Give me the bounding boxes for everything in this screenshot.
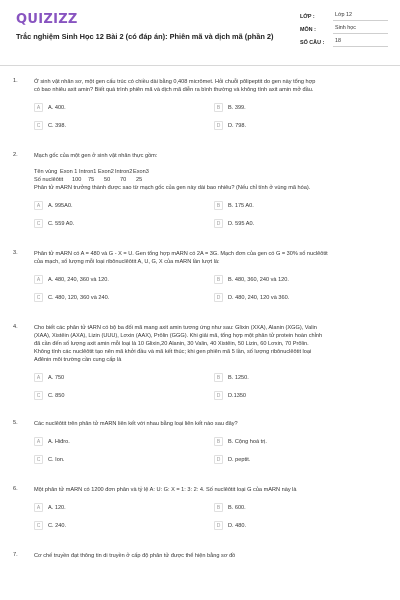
answer-option[interactable] bbox=[34, 455, 214, 464]
option-label: C. 559 A0. bbox=[48, 220, 75, 227]
answer-option[interactable] bbox=[214, 391, 374, 400]
answer-option[interactable] bbox=[34, 373, 214, 382]
option-letter-box: D bbox=[214, 455, 223, 464]
option-letter-box: C bbox=[34, 521, 43, 530]
option-label: C. 398. bbox=[48, 122, 67, 129]
question-5 bbox=[0, 420, 400, 464]
option-letter-box: C bbox=[34, 293, 43, 302]
header-divider bbox=[0, 65, 400, 66]
answer-option[interactable] bbox=[34, 103, 214, 112]
option-label: A. 995A0. bbox=[48, 202, 73, 209]
brand-logo: QUIZIZZ bbox=[16, 12, 78, 27]
option-label: C. 480, 120, 360 và 240. bbox=[48, 294, 110, 301]
meta-row-class bbox=[300, 12, 388, 21]
answer-option[interactable] bbox=[214, 275, 374, 284]
answer-option[interactable] bbox=[214, 293, 374, 302]
table-cell: 70 bbox=[120, 177, 127, 183]
meta-row-count bbox=[300, 38, 388, 47]
question-text bbox=[34, 486, 386, 494]
answer-option[interactable] bbox=[214, 121, 374, 130]
answer-options bbox=[34, 201, 386, 228]
option-letter-box: D bbox=[214, 391, 223, 400]
option-letter-box: B bbox=[214, 373, 223, 382]
meta-info bbox=[300, 12, 388, 51]
answer-options bbox=[34, 275, 386, 302]
question-line: đã cần đến số lượng axit amin mỗi loại là 10 Glixin,20 Alanin, 30 Valin, 40 Xistêin, 50 Lizin, 60 Lơxin, 70 Prôlin. bbox=[34, 341, 309, 347]
meta-value: 18 bbox=[333, 38, 388, 47]
option-letter-box: A bbox=[34, 437, 43, 446]
table-cell: Tên vùng bbox=[34, 169, 58, 175]
option-letter-box: C bbox=[34, 121, 43, 130]
option-label: B. 600. bbox=[228, 504, 246, 511]
answer-option[interactable] bbox=[34, 503, 214, 512]
answer-option[interactable] bbox=[214, 521, 374, 530]
question-text bbox=[34, 552, 386, 560]
question-number: 2. bbox=[13, 152, 18, 158]
option-letter-box: A bbox=[34, 103, 43, 112]
option-letter-box: D bbox=[214, 219, 223, 228]
table-cell: 100 bbox=[72, 177, 82, 183]
table-cell: Exon2 bbox=[98, 169, 114, 175]
answer-option[interactable] bbox=[34, 293, 214, 302]
question-list bbox=[0, 78, 400, 560]
option-letter-box: D bbox=[214, 121, 223, 130]
question-3 bbox=[0, 250, 400, 302]
question-number: 4. bbox=[13, 324, 18, 330]
table-cell: Exon3 bbox=[133, 169, 149, 175]
option-letter-box: C bbox=[34, 391, 43, 400]
question-line: Cơ chế truyền đạt thông tin di truyền ở cấp độ phân tử được thể hiện bằng sơ đồ bbox=[34, 553, 236, 559]
question-number: 3. bbox=[13, 250, 18, 256]
header bbox=[0, 0, 400, 62]
answer-options bbox=[34, 103, 386, 130]
question-6 bbox=[0, 486, 400, 530]
option-letter-box: A bbox=[34, 503, 43, 512]
region-table-row bbox=[34, 176, 386, 184]
answer-options bbox=[34, 437, 386, 464]
question-line: có bao nhiêu axit amin? Biết quá trình phiên mã và dịch mã diễn ra bình thường và không tính axit amin mở đầu. bbox=[34, 87, 314, 93]
meta-label: LỚP : bbox=[300, 13, 315, 20]
answer-option[interactable] bbox=[214, 503, 374, 512]
question-number: 7. bbox=[13, 552, 18, 558]
question-line: Phân tử mARN có A = 480 và G - X = U. Gen tổng hợp mARN có 2A = 3G. Mạch đơn của gen có G = 30% số nuclêôtit bbox=[34, 251, 328, 257]
question-line: Cho biết các phân tử tARN có bộ ba đối mã mang axit amin tương ứng như sau: Glixin (XXA), Alanin (XGG), Valin bbox=[34, 325, 317, 331]
option-label: D. 480. bbox=[228, 522, 247, 529]
question-line: Không tính các nuclêôtit tạo nên mã khởi đầu và mã kết thúc; khi gen phiên mã 5 lần, số lượng ribônuclêôtit loại bbox=[34, 349, 312, 355]
option-label: D. 595 A0. bbox=[228, 220, 255, 227]
question-text bbox=[34, 152, 386, 192]
option-label: B. 175 A0. bbox=[228, 202, 254, 209]
option-label: D. peptit. bbox=[228, 456, 251, 463]
option-label: D. 798. bbox=[228, 122, 247, 129]
option-letter-box: A bbox=[34, 201, 43, 210]
option-label: C. 850 bbox=[48, 392, 65, 399]
answer-option[interactable] bbox=[214, 455, 374, 464]
option-label: B. 480, 360, 240 và 120. bbox=[228, 276, 289, 283]
answer-option[interactable] bbox=[34, 219, 214, 228]
table-cell: 25 bbox=[136, 177, 143, 183]
option-label: B. 1250. bbox=[228, 374, 249, 381]
question-7 bbox=[0, 552, 400, 560]
question-number: 6. bbox=[13, 486, 18, 492]
option-letter-box: D bbox=[214, 293, 223, 302]
answer-option[interactable] bbox=[34, 437, 214, 446]
question-line: Ở sinh vật nhân sơ, một gen cấu trúc có chiều dài bằng 0,408 micrômet. Hỏi chuỗi pôlipeptit do gen này tổng hợp bbox=[34, 79, 316, 85]
answer-option[interactable] bbox=[214, 219, 374, 228]
answer-option[interactable] bbox=[34, 121, 214, 130]
option-label: A. Hiđro. bbox=[48, 438, 70, 445]
answer-option[interactable] bbox=[34, 275, 214, 284]
question-line: Mạch gốc của một gen ở sinh vật nhân thực gồm: bbox=[34, 153, 158, 159]
option-label: B. Cộng hoá trị. bbox=[228, 438, 267, 445]
option-letter-box: B bbox=[214, 437, 223, 446]
table-cell: Intron1 bbox=[79, 169, 97, 175]
option-label: D.1350 bbox=[228, 392, 247, 399]
option-label: A. 400. bbox=[48, 104, 66, 111]
question-line: Phân tử mARN trưởng thành được sao từ mạch gốc của gen này dài bao nhiêu? (Nếu chỉ tính ở vùng mã hóa). bbox=[34, 185, 311, 191]
answer-option[interactable] bbox=[214, 201, 374, 210]
option-letter-box: B bbox=[214, 201, 223, 210]
option-label: C. Ion. bbox=[48, 456, 65, 463]
question-2 bbox=[0, 152, 400, 228]
option-letter-box: C bbox=[34, 455, 43, 464]
meta-label: SỐ CÂU : bbox=[300, 39, 325, 46]
option-label: A. 750 bbox=[48, 374, 65, 381]
option-letter-box: A bbox=[34, 373, 43, 382]
option-letter-box: D bbox=[214, 521, 223, 530]
question-number: 1. bbox=[13, 78, 18, 84]
question-1 bbox=[0, 78, 400, 130]
table-cell: 75 bbox=[88, 177, 95, 183]
answer-option[interactable] bbox=[34, 391, 214, 400]
meta-row-subject bbox=[300, 25, 388, 34]
question-line: Ađênin môi trường cần cung cấp là bbox=[34, 357, 122, 363]
option-letter-box: B bbox=[214, 275, 223, 284]
option-letter-box: B bbox=[214, 503, 223, 512]
option-label: A. 120. bbox=[48, 504, 66, 511]
option-letter-box: C bbox=[34, 219, 43, 228]
table-cell: Intron2 bbox=[115, 169, 133, 175]
question-text bbox=[34, 250, 386, 266]
option-letter-box: B bbox=[214, 103, 223, 112]
question-line: (XAA), Xistêin (AXA), Lizin (UUU), Lơxin (AAX), Prôlin (GGG). Khi giải mã, tổng hợp một phân tử protein hoàn chỉnh bbox=[34, 333, 323, 339]
question-text bbox=[34, 324, 386, 364]
table-cell: 50 bbox=[104, 177, 111, 183]
answer-option[interactable] bbox=[34, 521, 214, 530]
answer-option[interactable] bbox=[214, 437, 374, 446]
option-label: A. 480, 240, 360 và 120. bbox=[48, 276, 109, 283]
option-label: D. 480, 240, 120 và 360. bbox=[228, 294, 290, 301]
question-line: của mạch, số lượng mỗi loại ribônuclêôtit A, U, G, X của mARN lần lượt là: bbox=[34, 259, 220, 265]
answer-options bbox=[34, 373, 386, 400]
table-cell: Số nuclêôtit bbox=[34, 177, 64, 183]
region-table-header bbox=[34, 168, 386, 176]
question-text bbox=[34, 420, 386, 428]
answer-option[interactable] bbox=[34, 201, 214, 210]
meta-label: MÔN : bbox=[300, 26, 316, 33]
answer-options bbox=[34, 503, 386, 530]
table-cell: Exon 1 bbox=[60, 169, 78, 175]
meta-value: Sinh học bbox=[333, 25, 388, 34]
page-title: Trắc nghiệm Sinh Học 12 Bài 2 (có đáp án): Phiên mã và dịch mã (phần 2) bbox=[16, 32, 274, 41]
question-line: Các nuclêôtit trên phân tử mARN liên kết với nhau bằng loại liên kết nào sau đây? bbox=[34, 421, 238, 427]
option-label: C. 240. bbox=[48, 522, 67, 529]
question-line: Một phân tử mARN có 1200 đơn phân và tỷ lệ A: U: G: X = 1: 3: 2: 4. Số nuclêôtit loại G của mARN này là bbox=[34, 487, 297, 493]
option-label: B. 399. bbox=[228, 104, 246, 111]
question-text bbox=[34, 78, 386, 94]
option-letter-box: A bbox=[34, 275, 43, 284]
answer-option[interactable] bbox=[214, 373, 374, 382]
question-number: 5. bbox=[13, 420, 18, 426]
meta-value: Lớp 12 bbox=[333, 12, 388, 21]
question-4 bbox=[0, 324, 400, 400]
answer-option[interactable] bbox=[214, 103, 374, 112]
